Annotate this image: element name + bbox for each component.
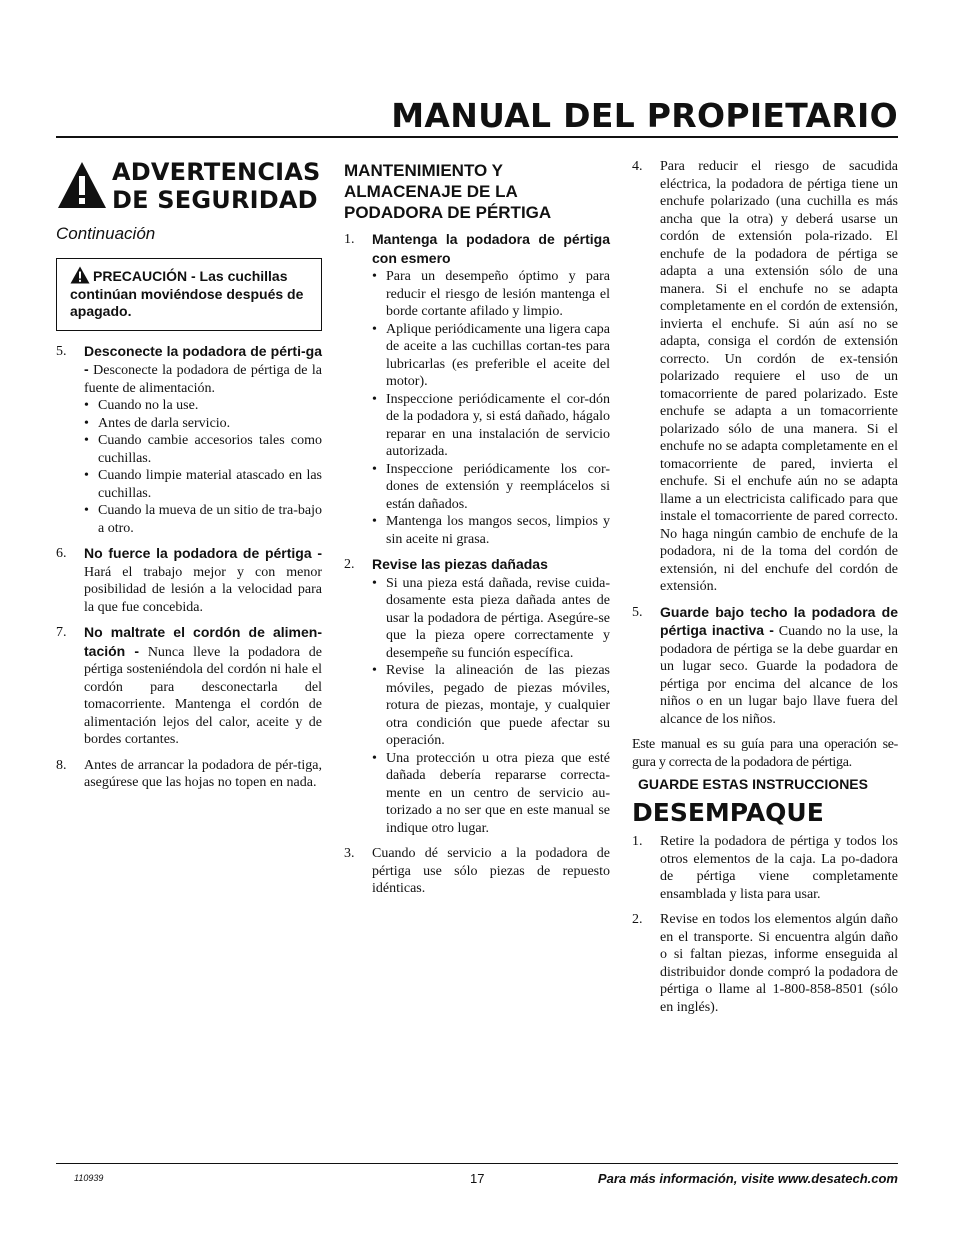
item-lead: No fuerce la podadora de pértiga -: [84, 545, 322, 561]
item-number: 5.: [56, 343, 67, 359]
maintenance-list: [344, 231, 610, 898]
list-item: [344, 556, 610, 837]
safety-warnings-title-line2: DE SEGURIDAD: [112, 186, 318, 214]
bullet-item: • Antes de darla servicio.: [84, 415, 231, 431]
item-text: Cuando no la use, la podadora de pértiga se la debe guardar en un lugar seco. Guarde la podadora de pértiga por encima del alcance de los niños o en un lugar bajo llave fuera del alcance de los niños.: [660, 624, 899, 727]
bullet-list: [372, 268, 610, 548]
item-number: 1.: [632, 834, 643, 849]
safety-warnings-subtitle: Continuación: [56, 224, 156, 243]
bullet-list: [372, 575, 610, 838]
item-number: 8.: [56, 757, 67, 773]
item-number: 2.: [632, 912, 643, 927]
title-divider: [56, 136, 898, 138]
item-text: Cuando dé servicio a la podadora de pértiga use sólo piezas de repuesto idénticas.: [372, 846, 610, 896]
unpacking-list: [632, 833, 898, 1016]
bullet-item: • Inspeccione periódicamente los cor-dones de extensión y reemplácelos si están dañados.: [372, 461, 610, 512]
list-item: [632, 833, 898, 903]
item-text: Para reducir el riesgo de sacudida eléctrica, la podadora de pértiga tiene un enchufe polarizado (una cuchilla es más ancha que la otra) y deberá usarse un cordón de extensión pola-rizado. El enchufe de la podadora de pértiga se adapta a una extensión sólo de una manera. Si el enchufe no se adapta completamente en el cordón de extensión, invierta el enchufe. Si aún así no se adapta, consiga el cordón de extensión correcto. Un cordón de ex-tensión polarizado requiere el uso de un tomacorriente de pared polarizado. Este enchufe se adapta a un tomacorriente polarizado sólo de una manera. Si el enchufe no se adapta completamente en el tomacorriente de pared, invierta el enchufe. Si el enchufe aún no se adapta llame a un electricista calificado para que instale el tomacorriente de pared correcto. No haga ningún cambio de enchufe de la podadora, ni de la toma del cordón de extensión, ni del enchufe del cordón de extensión.: [660, 159, 898, 594]
page-title: MANUAL DEL PROPIETARIO: [391, 96, 898, 135]
bullet-item: • Si una pieza está dañada, revise cuida-dosamente esta pieza dañada antes de usar la podadora de pértiga. Asegúre-se que la pieza opere correctamente y desempeñe su función específica.: [372, 575, 610, 661]
item-lead: Mantenga la podadora de pértiga con esmero: [372, 231, 610, 266]
list-item: [632, 158, 898, 596]
bullet-item: • Cuando no la use.: [84, 398, 199, 413]
closing-note: Este manual es su guía para una operación se-gura y correcta de la podadora de pértiga.: [632, 737, 898, 770]
bullet-list: [84, 397, 322, 537]
save-instructions: GUARDE ESTAS INSTRUCCIONES: [638, 776, 868, 792]
item-text: Revise en todos los elementos algún daño en el transporte. Si encuentra algún daño o si faltan piezas, informe enseguida al distribuidor donde compró la podadora de pértiga o llame al 1-800-858-8501 (sólo en inglés).: [660, 912, 898, 1015]
caution-triangle-icon: [70, 266, 90, 284]
bullet-item: • Cuando la mueva de un sitio de tra-bajo a otro.: [84, 503, 322, 536]
item-number: 5.: [632, 604, 643, 620]
list-item: [632, 604, 898, 729]
bullet-item: • Cuando cambie accesorios tales como cuchillas.: [84, 433, 322, 466]
column-maintenance: [344, 158, 610, 906]
caution-text: PRECAUCIÓN - Las cuchillas continúan moviéndose después de apagado.: [70, 268, 304, 319]
list-item: [344, 231, 610, 548]
bullet-item: • Aplique periódicamente una ligera capa de aceite a las cuchillas cortan-tes para lubricarlas (es preferible el aceite del motor).: [372, 321, 610, 389]
maintenance-list-continued: [632, 158, 898, 728]
list-item: [56, 343, 322, 538]
item-number: 4.: [632, 159, 643, 174]
list-item: [632, 911, 898, 1016]
safety-warnings-title-line1: ADVERTENCIAS: [112, 158, 321, 186]
item-text: Nunca lleve la podadora de pértiga sosteniéndola del cordón ni hale el cordón para desconectarla del tomacorriente. Mantenga el cordón de alimentación lejos del calor, aceite y de bordes cortantes.: [84, 644, 323, 747]
maintenance-title: MANTENIMIENTO Y ALMACENAJE DE LA PODADORA DE PÉRTIGA: [344, 161, 552, 222]
column-maintenance-continued: [632, 158, 898, 1024]
bullet-item: • Revise la alineación de las piezas móviles, pegado de piezas móviles, rotura de piezas, montaje, y cualquier otra condición que puede afectar su operación.: [372, 663, 610, 748]
item-lead: Guarde bajo techo la podadora de pértiga inactiva -: [660, 603, 898, 638]
safety-warnings-title: [112, 158, 321, 214]
list-item: [344, 845, 610, 898]
list-item: [56, 757, 322, 792]
safety-warning-list: [56, 343, 322, 792]
bullet-item: • Mantenga los mangos secos, limpios y sin aceite ni grasa.: [372, 514, 610, 547]
footer-divider: [56, 1163, 898, 1164]
bullet-item: • Una protección u otra pieza que esté dañada debería repararse correcta-mente en un centro de servicio au-torizado a no ser que en este manual se indique otro lugar.: [372, 750, 610, 836]
item-lead: Desconecte la podadora de pérti-ga -: [84, 342, 322, 377]
item-number: 1.: [344, 232, 355, 247]
safety-warnings-heading: [56, 158, 322, 214]
item-number: 7.: [56, 625, 67, 640]
bullet-item: • Inspeccione periódicamente el cor-dón de la podadora y, si está dañado, hágalo reparar en una instalación de servicio autorizada.: [372, 391, 610, 459]
item-number: 6.: [56, 546, 67, 561]
bullet-item: • Para un desempeño óptimo y para reducir el riesgo de lesión mantenga el borde cortante afilado y limpio.: [372, 269, 610, 319]
item-lead: No maltrate el cordón de alimen-tación -: [84, 624, 322, 659]
item-text: Retire la podadora de pértiga y todos los otros elementos de la caja. La po-dadora de pértiga viene completamente ensamblada y lista para usar.: [660, 834, 898, 902]
item-number: 3.: [344, 846, 355, 861]
item-lead: Revise las piezas dañadas: [372, 556, 548, 572]
list-item: [56, 624, 322, 749]
item-number: 2.: [344, 557, 355, 572]
item-text: Hará el trabajo mejor y con menor posibilidad de lesión a la velocidad para la que fue concebida.: [84, 564, 322, 615]
bullet-item: • Cuando limpie material atascado en las cuchillas.: [84, 468, 322, 501]
warning-triangle-icon: [56, 160, 108, 212]
item-text: Desconecte la podadora de pértiga de la fuente de alimentación.: [84, 363, 322, 396]
document-code: 110939: [74, 1173, 104, 1183]
footer-website: Para más información, visite www.desatech.com: [597, 1171, 898, 1186]
caution-box: [56, 258, 322, 331]
unpacking-title: DESEMPAQUE: [632, 798, 824, 827]
column-safety-warnings: [56, 158, 322, 800]
list-item: [56, 545, 322, 616]
page-number: 17: [470, 1171, 485, 1186]
item-text: Antes de arrancar la podadora de pér-tiga, asegúrese que las hojas no topen en nada.: [84, 757, 322, 790]
